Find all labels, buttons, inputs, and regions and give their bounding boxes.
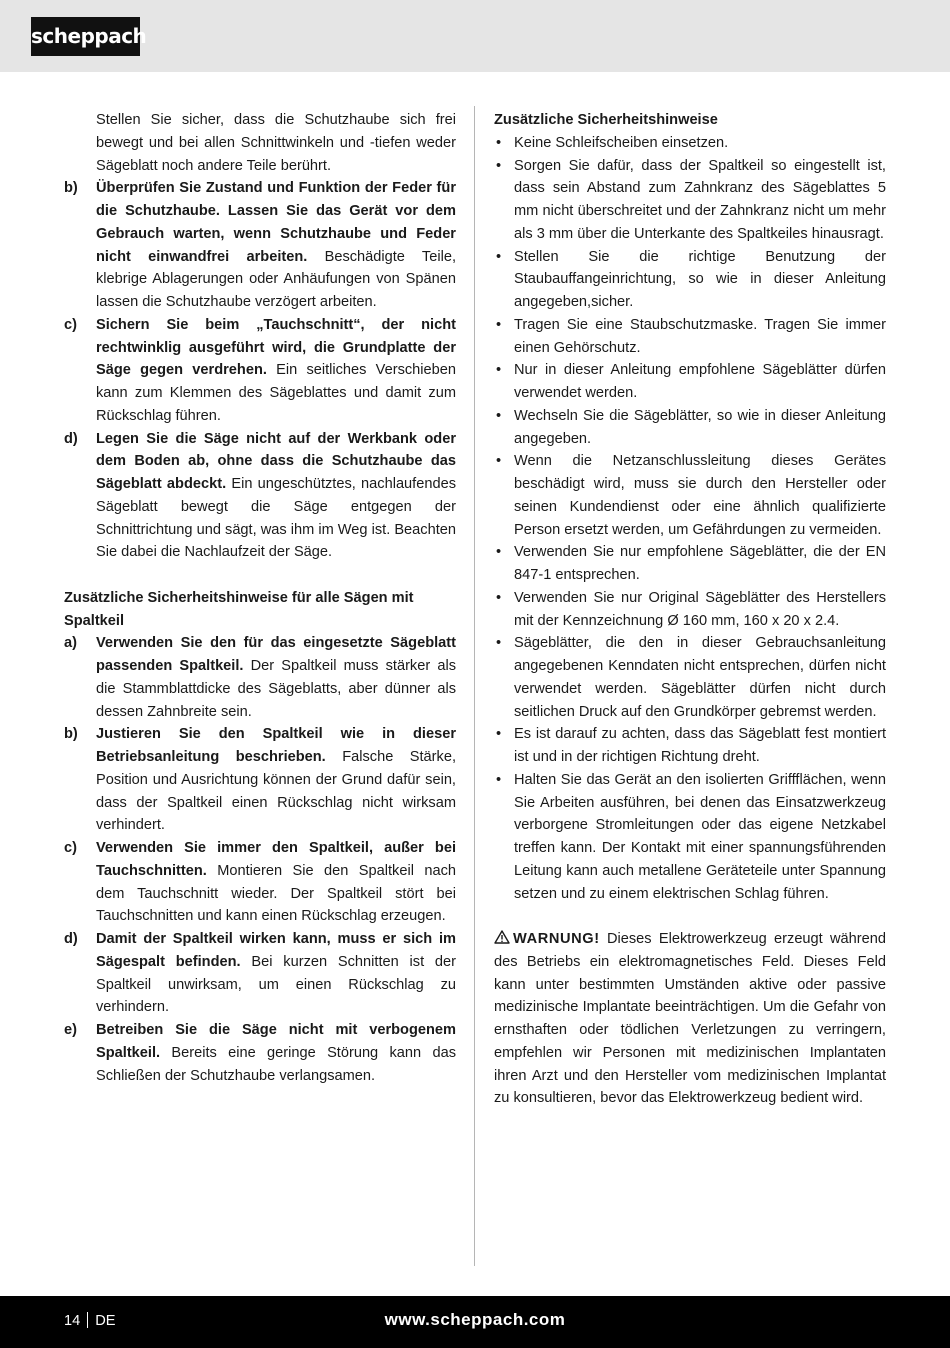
section-heading: Zusätzliche Sicherheitshinweise (494, 112, 718, 128)
item-text: Ein ungeschütztes, nachlaufendes Sägeblatt bewegt die Säge entgegen der Schnittrichtung und sägt, was ihm im Weg ist. Beachten Sie dabei die Nachlaufzeit der Säge. (96, 476, 456, 561)
bullet-item: • Tragen Sie eine Staubschutzmaske. Tragen Sie immer einen Gehörschutz. (494, 314, 886, 360)
item-label: c) (64, 840, 77, 856)
item-label: a) (64, 635, 77, 652)
scheppach-logo: scheppach (31, 17, 140, 56)
item-bold-text: Verwenden Sie den für das eingesetzte Sägeblatt passenden Spaltkeil. (96, 635, 456, 674)
item-text: Falsche Stärke, Position und Ausrichtung können der Grund dafür sein, dass der Spaltkeil einen Rückschlag nicht wirksam verhindert. (96, 749, 456, 834)
item-bold-text: Betreiben Sie die Säge nicht mit verbogenem Spaltkeil. (96, 1022, 456, 1061)
item-label: c) (64, 316, 77, 333)
bullet-item: • Wenn die Netzanschlussleitung dieses Gerätes beschädigt wird, muss sie durch den Hersteller oder seinen Kundendienst oder eine ähnlich qualifizierte Person ersetzt werden, um Gefährdungen zu vermeiden. (494, 450, 886, 541)
bullet-item: • Verwenden Sie nur empfohlene Sägeblätter, die der EN 847-1 entsprechen. (494, 541, 886, 587)
warning-paragraph (494, 928, 886, 1110)
item-label: b) (64, 726, 78, 743)
item-text: Montieren Sie den Spaltkeil nach dem Tauchschnitt wieder. Der Spaltkeil stört bei Tauchschnitten und kann einen Rückschlag erzeugen. (96, 862, 456, 925)
page-number: 14 (64, 1313, 81, 1329)
warning-triangle-icon (494, 930, 510, 944)
list-item (64, 428, 456, 565)
item-bold-text: Damit der Spaltkeil wirken kann, muss er sich im Sägespalt befinden. (96, 931, 456, 970)
bullet-item: • Wechseln Sie die Sägeblätter, so wie in dieser Anleitung angegeben. (494, 405, 886, 451)
language-code: DE (95, 1313, 116, 1329)
website-link[interactable]: www.scheppach.com (384, 1310, 566, 1329)
left-column (64, 109, 456, 1087)
item-label: d) (64, 430, 78, 447)
intro-paragraph: Stellen Sie sicher, dass die Schutzhaube sich frei bewegt und bei allen Schnittwinkeln und -tiefen weder Sägeblatt noch andere Teile berührt. (96, 112, 456, 174)
list-item (64, 1019, 456, 1087)
list-item (64, 837, 456, 928)
bullet-list (494, 132, 886, 906)
item-bold-text: Überprüfen Sie Zustand und Funktion der Feder für die Schutzhaube. Lassen Sie das Gerät vor dem Gebrauch warten, wenn Schutzhaube und Feder nicht einwandfrei arbeiten. (96, 180, 456, 265)
column-divider (474, 106, 475, 1266)
bullet-item: • Nur in dieser Anleitung empfohlene Sägeblätter dürfen verwendet werden. (494, 359, 886, 405)
item-label: d) (64, 931, 78, 947)
right-column (494, 109, 886, 1110)
list-item (64, 314, 456, 428)
list-item (64, 928, 456, 1019)
bullet-item: • Sägeblätter, die den in dieser Gebrauchsanleitung angegebenen Kenndaten nicht entsprechen, dürfen nicht verwendet werden. Sägeblätter dürfen nicht durch seitlichen Druck auf den Grundkörper gebremst werden. (494, 632, 886, 723)
item-text: Beschädigte Teile, klebrige Ablagerungen oder Anhäufungen von Spänen lassen die Schutzhaube verzögert arbeiten. (96, 248, 456, 310)
list-item (64, 723, 456, 837)
header-bar (0, 0, 950, 72)
item-bold-text: Legen Sie die Säge nicht auf der Werkbank oder dem Boden ab, ohne dass die Schutzhaube das Sägeblatt abdeckt. (96, 430, 456, 492)
warning-text: Dieses Elektrowerkzeug erzeugt während des Betriebs ein elektromagnetisches Feld. Dieses Feld kann unter bestimmten Umständen aktive oder passive medizinische Implantate beeinträchtigen. Um die Gefahr von ernsthaften oder tödlichen Verletzungen zu verringern, empfehlen wir Personen mit medizinischen Implantaten ihren Arzt und den Hersteller vom medizinischen Implantat zu konsultieren, bevor das Elektrowerkzeug bedient wird. (494, 931, 886, 1107)
bullet-item: • Keine Schleifscheiben einsetzen. (494, 132, 886, 155)
item-label: e) (64, 1022, 77, 1038)
item-text: Ein seitliches Verschieben kann zum Klemmen des Sägeblattes und damit zum Rückschlag führen. (96, 362, 456, 424)
list-item (64, 177, 456, 314)
bullet-item: • Halten Sie das Gerät an den isolierten Griffflächen, wenn Sie Arbeiten ausführen, bei denen das Einsatzwerkzeug verborgene Stromleitungen oder das eigene Netzkabel treffen kann. Der Kontakt mit einer spannungsführenden Leitung kann auch metallene Geräteteile unter Spannung setzen und zu einem elektrischen Schlag führen. (494, 769, 886, 906)
warning-label: WARNUNG! (513, 931, 600, 947)
bullet-item: • Stellen Sie die richtige Benutzung der Staubauffangeinrichtung, so wie in dieser Anleitung angegeben,sicher. (494, 246, 886, 314)
item-bold-text: Sichern Sie beim „Tauchschnitt“, der nicht rechtwinklig ausgeführt wird, die Grundplatte der Säge gegen verdrehen. (96, 316, 456, 379)
item-label: b) (64, 180, 78, 197)
item-text: Bei kurzen Schnitten ist der Spaltkeil unwirksam, um einen Rückschlag zu verhindern. (96, 953, 457, 1016)
item-bold-text: Verwenden Sie immer den Spaltkeil, außer bei Tauchschnitten. (96, 840, 456, 879)
item-bold-text: Justieren Sie den Spaltkeil wie in dieser Betriebsanleitung beschrieben. (96, 726, 456, 765)
bullet-item: • Verwenden Sie nur Original Sägeblätter des Herstellers mit der Kennzeichnung Ø 160 mm, 160 x 20 x 2.4. (494, 587, 886, 633)
bullet-item: • Es ist darauf zu achten, dass das Sägeblatt fest montiert ist und in der richtigen Richtung dreht. (494, 723, 886, 769)
section-heading: Zusätzliche Sicherheitshinweise für alle Sägen mit Spaltkeil (64, 589, 414, 629)
bullet-item: • Sorgen Sie dafür, dass der Spaltkeil so eingestellt ist, dass sein Abstand zum Zahnkranz des Sägeblattes 5 mm nicht überschreitet und der Zahnkranz nicht um mehr als 3 mm über die Unterkante des Spaltkeiles hinausragt. (494, 155, 886, 246)
list-item (64, 632, 456, 723)
item-text: Der Spaltkeil muss stärker als die Stammblattdicke des Sägeblatts, aber dünner als dessen Zahnbreite sein. (96, 658, 456, 720)
footer-bar (0, 1296, 950, 1348)
item-text: Bereits eine geringe Störung kann das Schließen der Schutzhaube verlangsamen. (96, 1044, 456, 1084)
